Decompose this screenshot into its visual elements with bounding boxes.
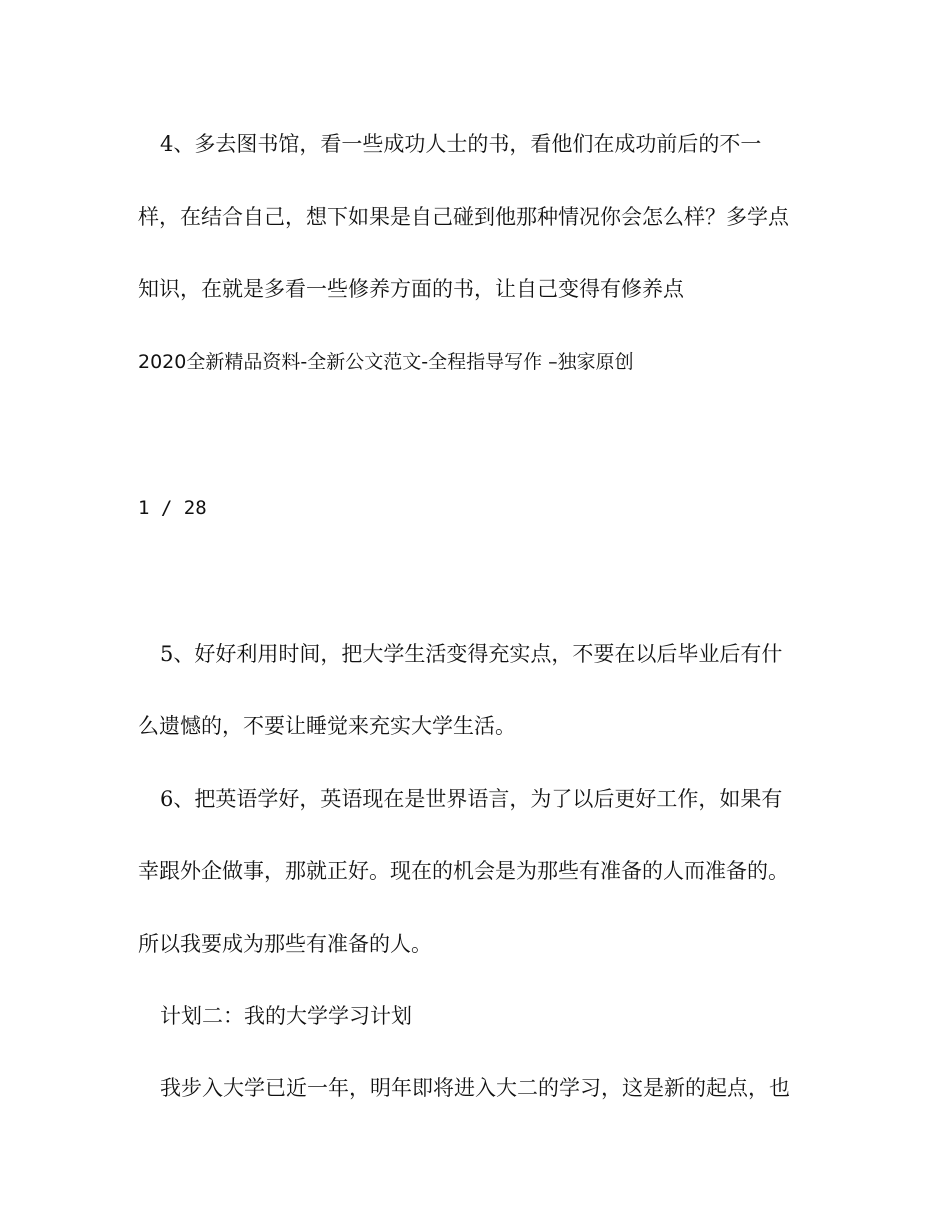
paragraph-4-line-2: 样，在结合自己，想下如果是自己碰到他那种情况你会怎么样？多学点 bbox=[138, 205, 789, 229]
document-header-banner: 2020全新精品资料-全新公文范文-全程指导写作 –独家原创 bbox=[138, 351, 634, 373]
paragraph-6-line-3: 所以我要成为那些有准备的人。 bbox=[138, 932, 432, 956]
plan-heading: 计划二：我的大学学习计划 bbox=[160, 1004, 412, 1028]
paragraph-6-line-1: 6、把英语学好，英语现在是世界语言，为了以后更好工作，如果有 bbox=[160, 787, 783, 811]
paragraph-5-line-1: 5、好好利用时间，把大学生活变得充实点，不要在以后毕业后有什 bbox=[160, 642, 783, 666]
page-number: 1 / 28 bbox=[138, 497, 207, 519]
paragraph-6-line-2: 幸跟外企做事，那就正好。现在的机会是为那些有准备的人而准备的。 bbox=[138, 859, 789, 883]
intro-paragraph-line-1: 我步入大学已近一年，明年即将进入大二的学习，这是新的起点，也 bbox=[160, 1076, 790, 1100]
paragraph-5-line-2: 么遗憾的，不要让睡觉来充实大学生活。 bbox=[138, 714, 516, 738]
paragraph-4-line-1: 4、多去图书馆，看一些成功人士的书，看他们在成功前后的不一 bbox=[160, 132, 762, 156]
paragraph-4-line-3: 知识，在就是多看一些修养方面的书，让自己变得有修养点 bbox=[138, 277, 684, 301]
